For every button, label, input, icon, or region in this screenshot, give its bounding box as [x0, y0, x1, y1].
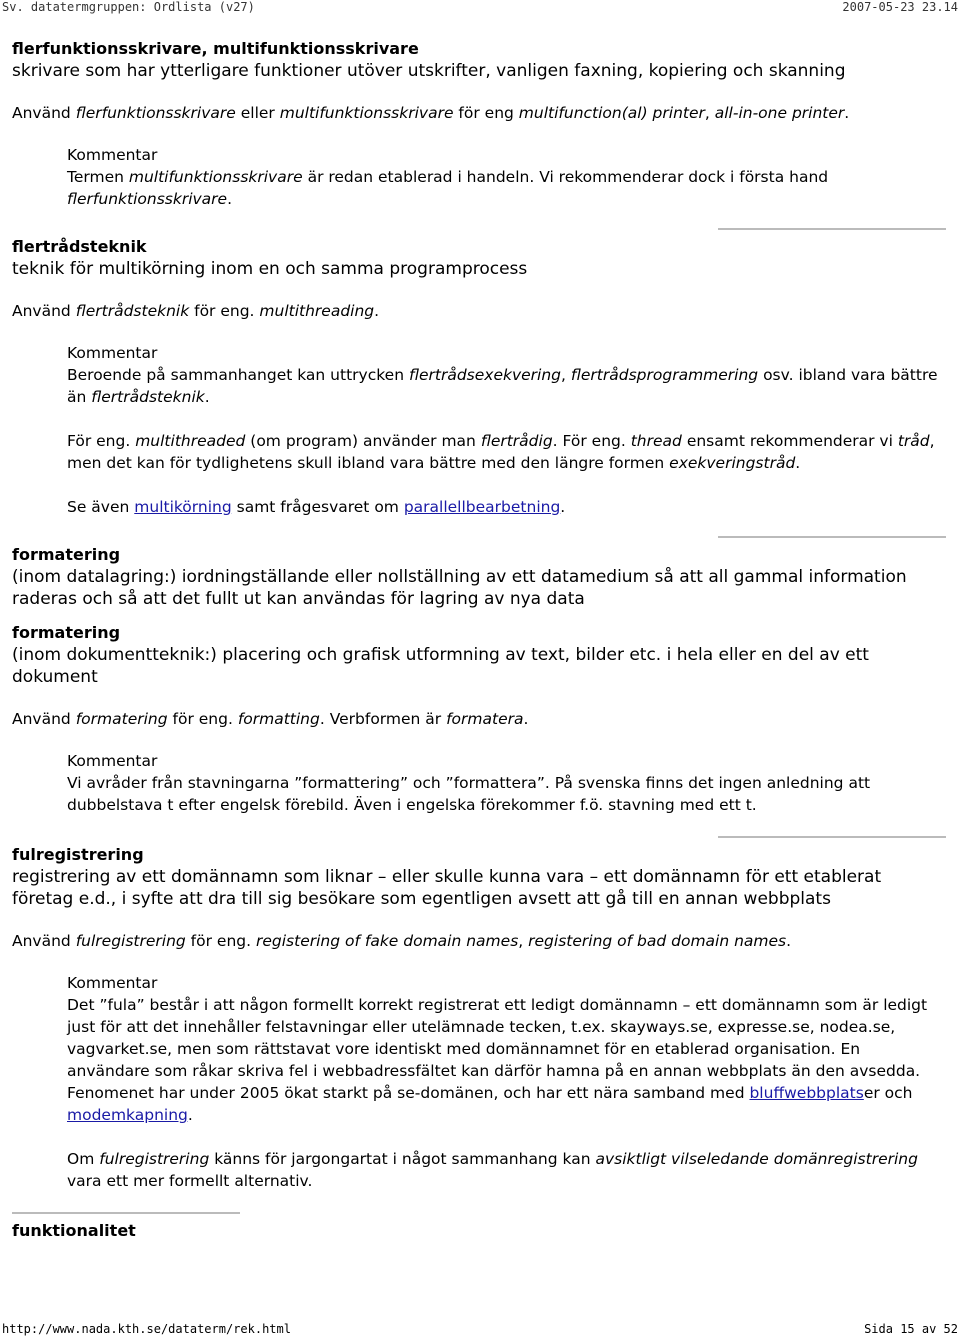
- usage-note: Använd flerfunktionsskrivare eller multifunktionsskrivare för eng multifunction(al) printer, all-in-one printer.: [12, 104, 850, 122]
- link-bluffwebbplats[interactable]: bluffwebbplats: [749, 1084, 864, 1102]
- entry-separator: [12, 530, 946, 544]
- term-heading: funktionalitet: [12, 1221, 136, 1240]
- term-heading: formatering: [12, 545, 121, 564]
- entry-formatering: [12, 544, 946, 816]
- comment-block: [67, 342, 946, 518]
- term-definition: teknik för multikörning inom en och samma programprocess: [12, 259, 528, 279]
- comment-text: För eng. multithreaded (om program) använder man flertrådig. För eng. thread ensamt rekommenderar vi tråd, men det kan för tydlighetens skull ibland vara bättre med den längre formen exekveringstråd.: [67, 432, 935, 472]
- page-footer: [0, 1322, 960, 1338]
- entry-funktionalitet: [12, 1220, 946, 1242]
- entry-separator: [12, 830, 946, 844]
- link-multikorning[interactable]: multikörning: [134, 498, 232, 516]
- term-definition: (inom datalagring:) iordningställande eller nollställning av ett datamedium så att all gammal information raderas och så att det fullt ut kan användas för lagring av nya data: [12, 567, 907, 609]
- document-title: Sv. datatermgruppen: Ordlista (v27): [2, 0, 255, 14]
- source-url: http://www.nada.kth.se/dataterm/rek.html: [2, 1322, 291, 1336]
- usage-note: Använd formatering för eng. formatting. Verbformen är formatera.: [12, 710, 529, 728]
- comment-block: [67, 750, 946, 816]
- term-definition: skrivare som har ytterligare funktioner utöver utskrifter, vanligen faxning, kopiering och skanning: [12, 61, 846, 81]
- term-heading: fulregistrering: [12, 845, 144, 864]
- comment-text: Termen multifunktionsskrivare är redan etablerad i handeln. Vi rekommenderar dock i första hand flerfunktionsskrivare.: [67, 168, 829, 208]
- comment-text: Se även multikörning samt frågesvaret om parallellbearbetning.: [67, 498, 566, 516]
- comment-text: Beroende på sammanhanget kan uttrycken flertrådsexekvering, flertrådsprogrammering osv. ibland vara bättre än flertrådsteknik.: [67, 366, 938, 406]
- comment-text: Om fulregistrering känns för jargongartat i något sammanhang kan avsiktligt vilseledande domänregistrering vara ett mer formellt alternativ.: [67, 1150, 918, 1190]
- entry-flertradsteknik: [12, 236, 946, 518]
- entry-separator: [12, 1206, 946, 1220]
- usage-note: Använd flertrådsteknik för eng. multithreading.: [12, 302, 380, 320]
- page-header: [0, 0, 960, 20]
- entry-separator: [12, 222, 946, 236]
- comment-text: Det ”fula” består i att någon formellt korrekt registrerat ett ledigt domännamn – ett domännamn som är ledigt just för att det innehåller felstavningar eller utelämnade tecken, t.ex. skayways.se, expresse.se, nodea.se, vagvarket.se, men som rättstavat vore identiskt med domännamnet för en etablerad organisation. En användare som råkar skriva fel i webbadressfältet kan därför hamna på en annan webbplats än den avsedda. Fenomenet har under 2005 ökat starkt på se-domänen, och har ett nära samband med bluffwebbplatser och modemkapning.: [67, 996, 928, 1124]
- entry-fulregistrering: [12, 844, 946, 1192]
- glossary-content: [12, 38, 946, 1242]
- usage-note: Använd fulregistrering för eng. registering of fake domain names, registering of bad domain names.: [12, 932, 792, 950]
- print-timestamp: 2007-05-23 23.14: [842, 0, 958, 14]
- entry-flerfunktionsskrivare: [12, 38, 946, 210]
- term-heading: formatering: [12, 623, 121, 642]
- comment-label: Kommentar: [67, 146, 158, 164]
- link-modemkapning[interactable]: modemkapning: [67, 1106, 188, 1124]
- comment-block: [67, 144, 946, 210]
- comment-text: Vi avråder från stavningarna ”formattering” och ”formattera”. På svenska finns det ingen anledning att dubbelstava t efter engelsk förebild. Även i engelska förekommer f.ö. stavning med ett t.: [67, 774, 871, 814]
- comment-block: [67, 972, 946, 1192]
- comment-label: Kommentar: [67, 344, 158, 362]
- term-definition: (inom dokumentteknik:) placering och grafisk utformning av text, bilder etc. i hela eller en del av ett dokument: [12, 645, 869, 687]
- term-definition: registrering av ett domännamn som liknar – eller skulle kunna vara – ett domännamn för ett etablerat företag e.d., i syfte att dra till sig besökare som egentligen avsett att gå till en annan webbplats: [12, 867, 882, 909]
- term-heading: flerfunktionsskrivare, multifunktionsskrivare: [12, 39, 419, 58]
- comment-label: Kommentar: [67, 974, 158, 992]
- term-heading: flertrådsteknik: [12, 237, 147, 256]
- link-parallellbearbetning[interactable]: parallellbearbetning: [403, 498, 561, 516]
- comment-label: Kommentar: [67, 752, 158, 770]
- page-number: Sida 15 av 52: [864, 1322, 958, 1336]
